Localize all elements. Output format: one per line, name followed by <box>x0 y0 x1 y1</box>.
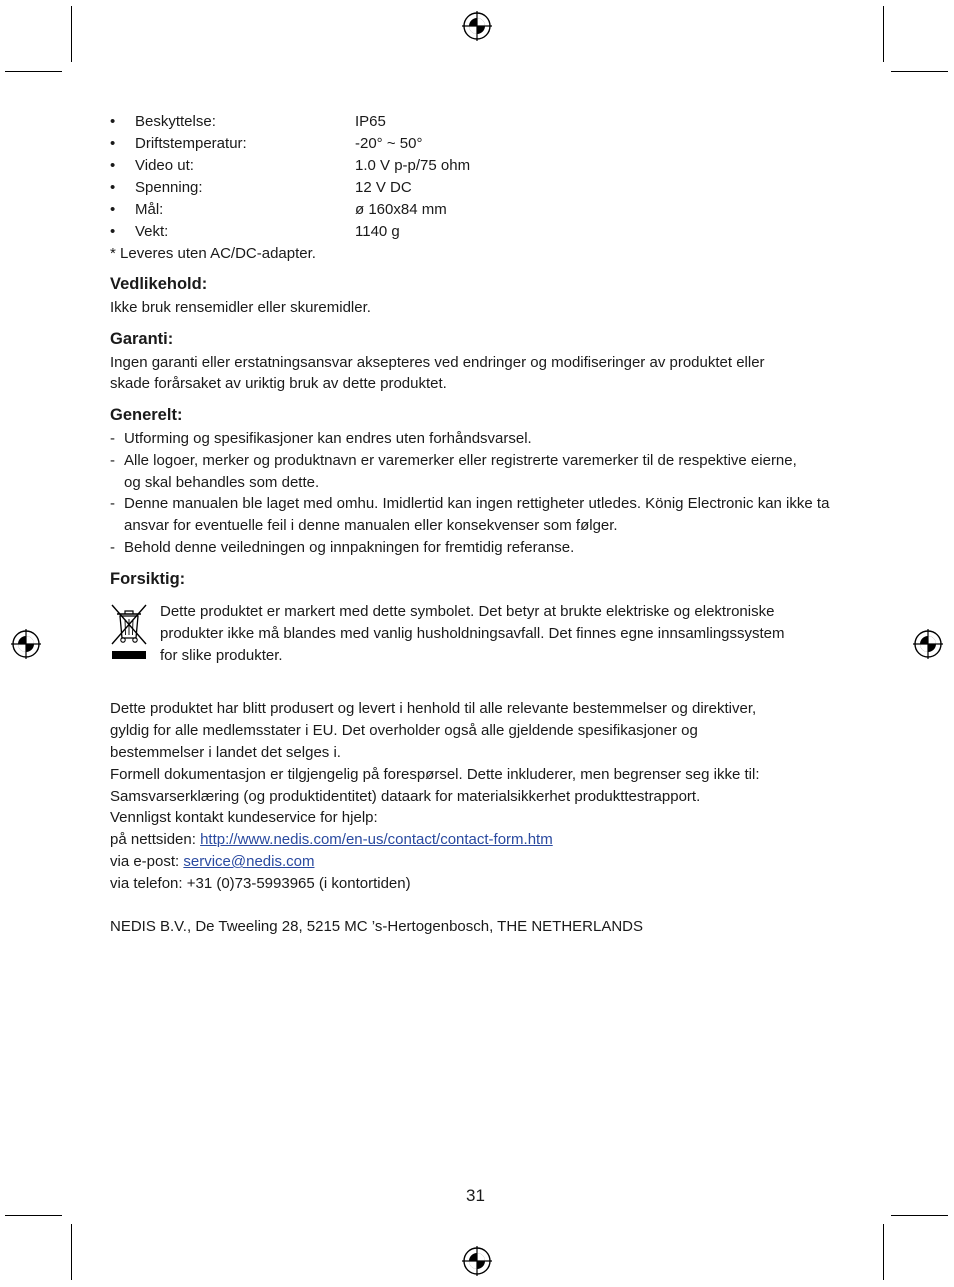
dash: - <box>110 430 115 447</box>
page-number: 31 <box>466 1186 485 1205</box>
company-address: NEDIS B.V., De Tweeling 28, 5215 MC ’s-Hertogenbosch, THE NETHERLANDS <box>110 918 644 935</box>
compliance-line: Formell dokumentasjon er tilgjengelig på forespørsel. Dette inkluderer, men begrenser seg ikke til: <box>110 766 760 783</box>
bullet: • <box>110 157 116 174</box>
warranty-heading: Garanti: <box>110 330 174 348</box>
crop-mark <box>883 1224 884 1280</box>
spec-label: Spenning: <box>135 179 203 196</box>
spec-row <box>110 199 610 221</box>
spec-label: Video ut: <box>135 157 194 174</box>
general-item-text: Alle logoer, merker og produktnavn er varemerker eller registrerte varemerker til de respektive eierne, og skal behandles som dette. <box>124 452 797 491</box>
caution-line: produkter ikke må blandes med vanlig husholdningsavfall. Det finnes egne innsamlingssystem <box>160 625 785 642</box>
spec-row <box>110 133 610 155</box>
website-line <box>110 829 553 851</box>
general-item-text: Behold denne veiledningen og innpakningen for fremtidig referanse. <box>124 539 575 556</box>
crop-mark <box>891 71 948 72</box>
crop-mark <box>5 1215 62 1216</box>
dash: - <box>110 452 115 469</box>
caution-heading: Forsiktig: <box>110 570 186 588</box>
spec-row <box>110 111 610 133</box>
warranty-line: Ingen garanti eller erstatningsansvar aksepteres ved endringer og modifiseringer av produktet eller <box>110 354 765 371</box>
crop-mark <box>71 6 72 62</box>
compliance-line: Dette produktet har blitt produsert og levert i henhold til alle relevante bestemmelser og direktiver, <box>110 700 757 717</box>
compliance-line: gyldig for alle medlemsstater i EU. Det overholder også alle gjeldende spesifikasjoner og <box>110 722 698 739</box>
bullet: • <box>110 223 116 240</box>
weee-crossed-bin-icon <box>109 602 149 662</box>
dash: - <box>110 539 115 556</box>
crop-mark <box>5 71 62 72</box>
bullet: • <box>110 135 116 152</box>
caution-line: Dette produktet er markert med dette symbolet. Det betyr at brukte elektriske og elektroniske <box>160 603 775 620</box>
registration-mark-icon <box>461 10 493 42</box>
email-prefix: via e-post: <box>110 853 184 870</box>
spec-value: 1.0 V p-p/75 ohm <box>355 157 471 174</box>
general-heading: Generelt: <box>110 406 183 424</box>
spec-label: Mål: <box>135 201 164 218</box>
email-line <box>110 851 314 873</box>
spec-note: * Leveres uten AC/DC-adapter. <box>110 245 316 262</box>
spec-value: IP65 <box>355 113 386 130</box>
crop-mark <box>71 1224 72 1280</box>
spec-value: -20° ~ 50° <box>355 135 423 152</box>
maintenance-text: Ikke bruk rensemidler eller skuremidler. <box>110 299 371 316</box>
registration-mark-icon <box>912 628 944 660</box>
compliance-line: bestemmelser i landet det selges i. <box>110 744 341 761</box>
email-link[interactable]: service@nedis.com <box>183 853 315 870</box>
compliance-line: Vennligst kontakt kundeservice for hjelp: <box>110 809 378 826</box>
warranty-line: skade forårsaket av uriktig bruk av dette produktet. <box>110 375 447 392</box>
crop-mark <box>883 6 884 62</box>
phone-line: via telefon: +31 (0)73-5993965 (i kontortiden) <box>110 875 411 892</box>
bullet: • <box>110 113 116 130</box>
spec-value: 1140 g <box>355 223 400 240</box>
bullet: • <box>110 179 116 196</box>
spec-row <box>110 155 610 177</box>
general-item-text: Utforming og spesifikasjoner kan endres uten forhåndsvarsel. <box>124 430 532 447</box>
spec-value: ø 160x84 mm <box>355 201 447 218</box>
spec-label: Beskyttelse: <box>135 113 216 130</box>
maintenance-heading: Vedlikehold: <box>110 275 208 293</box>
spec-value: 12 V DC <box>355 179 412 196</box>
website-link[interactable]: http://www.nedis.com/en-us/contact/contact-form.htm <box>200 831 553 848</box>
bullet: • <box>110 201 116 218</box>
registration-mark-icon <box>461 1245 493 1277</box>
spec-row <box>110 221 610 243</box>
dash: - <box>110 495 115 512</box>
registration-mark-icon <box>10 628 42 660</box>
website-prefix: på nettsiden: <box>110 831 201 848</box>
spec-label: Driftstemperatur: <box>135 135 247 152</box>
crop-mark <box>891 1215 948 1216</box>
compliance-line: Samsvarserklæring (og produktidentitet) dataark for materialsikkerhet produkttestrapport. <box>110 788 701 805</box>
general-item-text: Denne manualen ble laget med omhu. Imidlertid kan ingen rettigheter utledes. König Electronic kan ikke ta ansvar for eventuelle feil i denne manualen eller konsekvenser som følger. <box>124 495 830 534</box>
spec-row <box>110 177 610 199</box>
spec-label: Vekt: <box>135 223 169 240</box>
caution-line: for slike produkter. <box>160 647 283 664</box>
